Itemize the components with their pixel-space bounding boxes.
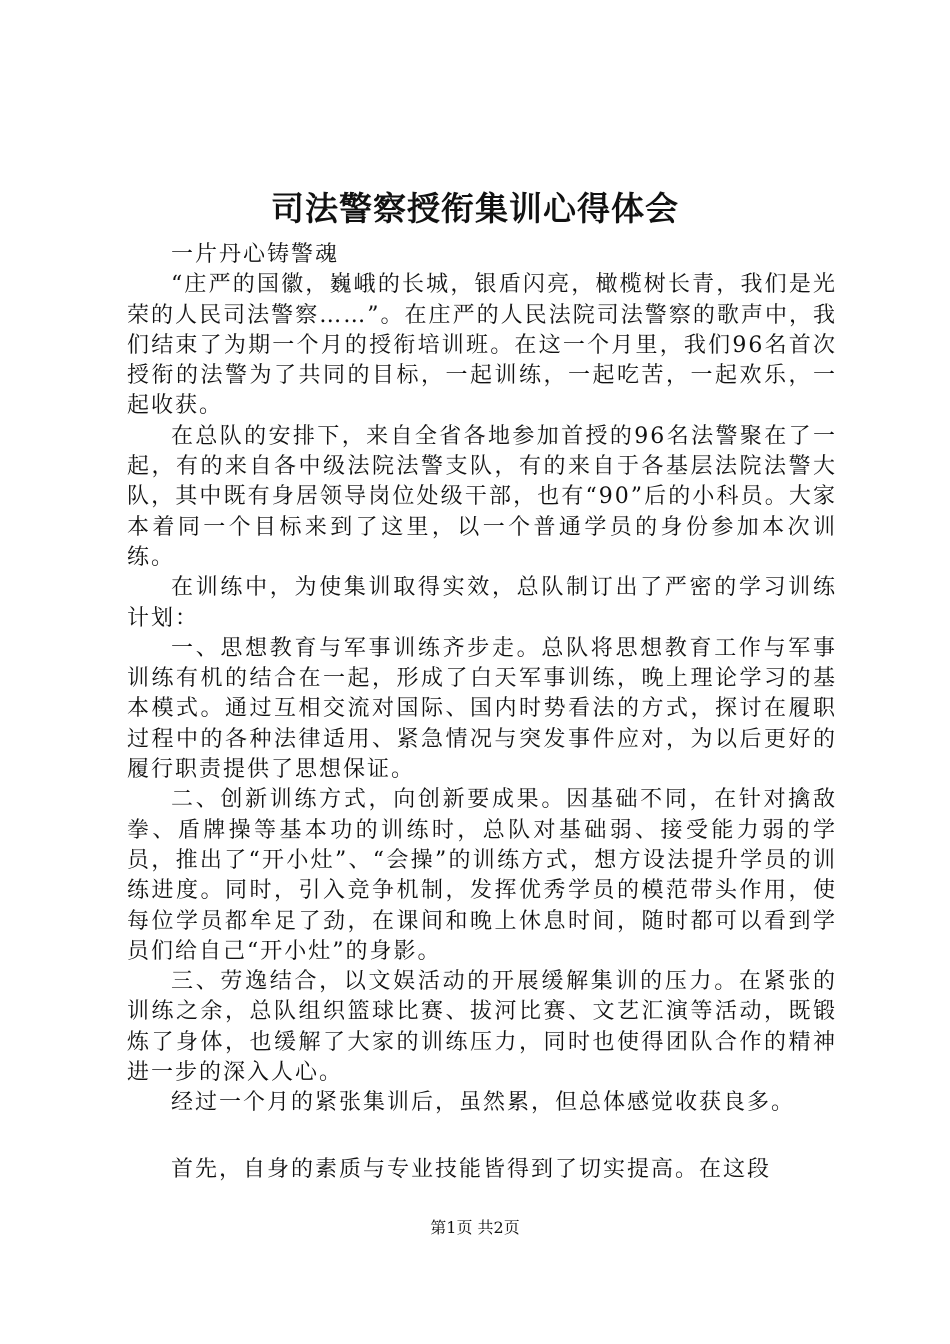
page-number-footer: 第1页 共2页 <box>430 1218 520 1237</box>
document-body <box>127 240 837 1185</box>
paragraph: 一、思想教育与军事训练齐步走。总队将思想教育工作与军事训练有机的结合在一起，形成了白天军事训练，晚上理论学习的基本模式。通过互相交流对国际、国内时势看法的方式，探讨在履职过程中的各种法律适用、紧急情况与突发事件应对，为以后更好的履行职责提供了思想保证。 <box>127 635 837 783</box>
paragraph: 首先，自身的素质与专业技能皆得到了切实提高。在这段 <box>171 1156 772 1182</box>
document-title: 司法警察授衔集训心得体会 <box>271 189 679 228</box>
paragraph: 二、创新训练方式，向创新要成果。因基础不同，在针对擒敌拳、盾牌操等基本功的训练时，总队对基础弱、接受能力弱的学员，推出了“开小灶”、“会操”的训练方式，想方设法提升学员的训练进度。同时，引入竞争机制，发挥优秀学员的模范带头作用，使每位学员都牟足了劲，在课间和晚上休息时间，随时都可以看到学员们给自己“开小灶”的身影。 <box>127 787 837 964</box>
paragraph: 在总队的安排下，来自全省各地参加首授的96名法警聚在了一起，有的来自各中级法院法警支队，有的来自于各基层法院法警大队，其中既有身居领导岗位处级干部，也有“90”后的小科员。大家本着同一个目标来到了这里，以一个普通学员的身份参加本次训练。 <box>127 423 837 570</box>
paragraph: 经过一个月的紧张集训后，虽然累，但总体感觉收获良多。 <box>171 1090 796 1116</box>
paragraph: “庄严的国徽，巍峨的长城，银盾闪亮，橄榄树长青，我们是光荣的人民司法警察……”。在庄严的人民法院司法警察的歌声中，我们结束了为期一个月的授衔培训班。在这一个月里，我们96名首次授衔的法警为了共同的目标，一起训练，一起吃苦，一起欢乐，一起收获。 <box>127 272 837 419</box>
paragraph: 三、劳逸结合，以文娱活动的开展缓解集训的压力。在紧张的训练之余，总队组织篮球比赛、拔河比赛、文艺汇演等活动，既锻炼了身体，也缓解了大家的训练压力，同时也使得团队合作的精神进一步的深入人心。 <box>127 969 837 1086</box>
paragraph: 在训练中，为使集训取得实效，总队制订出了严密的学习训练计划： <box>127 575 837 631</box>
paragraph-subtitle: 一片丹心铸警魂 <box>171 242 340 267</box>
